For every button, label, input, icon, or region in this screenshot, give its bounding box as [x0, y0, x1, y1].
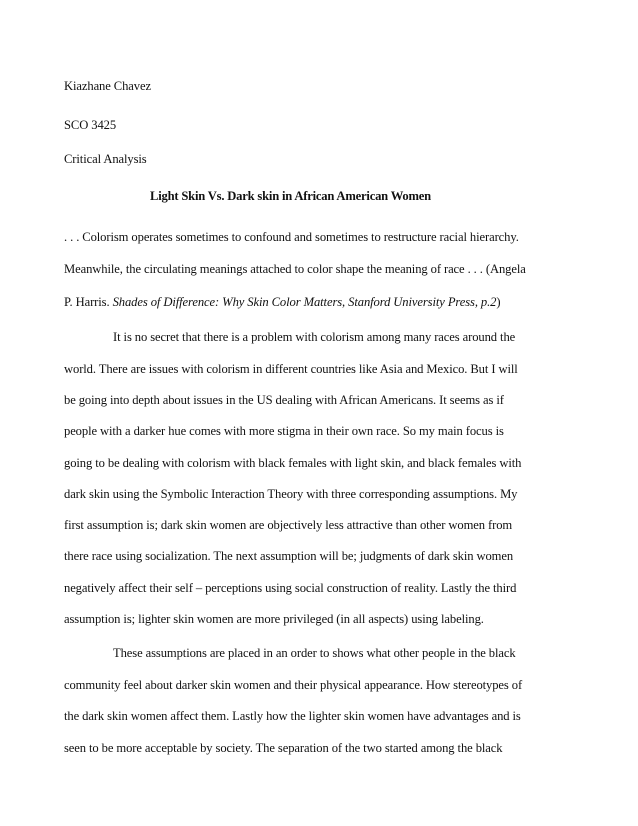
- citation-source: Shades of Difference: Why Skin Color Matters, Stanford University Press, p.2: [112, 295, 497, 309]
- essay-title: Light Skin Vs. Dark skin in African American Women: [150, 189, 431, 203]
- paragraph-line: going to be dealing with colorism with black females with light skin, and black females with: [64, 456, 522, 470]
- paragraph-line: These assumptions are placed in an order to shows what other people in the black: [113, 646, 516, 660]
- course-code: SCO 3425: [64, 118, 117, 132]
- paragraph-line: the dark skin women affect them. Lastly how the lighter skin women have advantages and is: [64, 709, 521, 723]
- epigraph-line: Meanwhile, the circulating meanings attached to color shape the meaning of race . . . (Angela: [64, 262, 526, 276]
- paragraph-line: community feel about darker skin women and their physical appearance. How stereotypes of: [64, 678, 523, 692]
- paragraph-line: people with a darker hue comes with more stigma in their own race. So my main focus is: [64, 424, 504, 438]
- epigraph-line: . . . Colorism operates sometimes to confound and sometimes to restructure racial hierarchy.: [64, 230, 519, 244]
- citation-author: P. Harris.: [64, 295, 113, 309]
- paragraph-line: It is no secret that there is a problem with colorism among many races around the: [113, 330, 516, 344]
- paragraph-line: there race using socialization. The next assumption will be; judgments of dark skin women: [64, 549, 514, 563]
- paragraph-line: world. There are issues with colorism in different countries like Asia and Mexico. But I will: [64, 362, 518, 376]
- paragraph-line: negatively affect their self – perceptions using social construction of reality. Lastly the third: [64, 581, 517, 595]
- assignment-type: Critical Analysis: [64, 152, 147, 166]
- paragraph-line: seen to be more acceptable by society. The separation of the two started among the black: [64, 741, 503, 755]
- paragraph-line: first assumption is; dark skin women are objectively less attractive than other women from: [64, 518, 513, 532]
- paragraph-line: assumption is; lighter skin women are more privileged (in all aspects) using labeling.: [64, 612, 484, 626]
- paragraph-line: dark skin using the Symbolic Interaction Theory with three corresponding assumptions. My: [64, 487, 518, 501]
- author-name: Kiazhane Chavez: [64, 79, 151, 93]
- paragraph-line: be going into depth about issues in the US dealing with African Americans. It seems as if: [64, 393, 504, 407]
- citation-close: ): [496, 295, 501, 309]
- epigraph-citation: [64, 294, 500, 310]
